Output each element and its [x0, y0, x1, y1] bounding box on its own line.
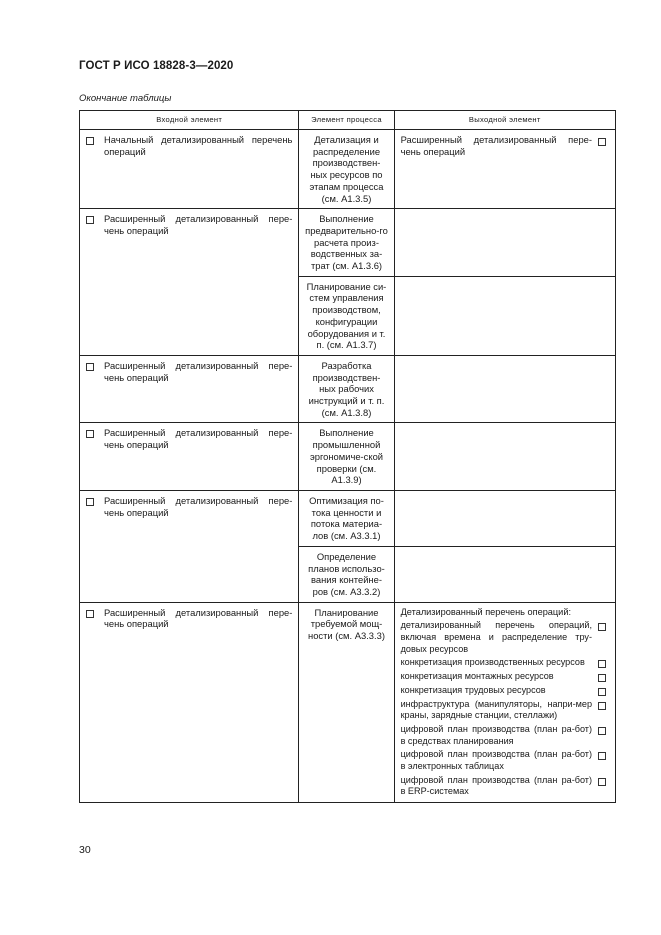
checkbox-icon: [598, 752, 606, 760]
table-row: [80, 423, 616, 491]
process-cell: Оптимизация по-тока ценности и потока материа-лов (см. A3.3.1): [299, 490, 394, 546]
checkbox-icon: [598, 660, 606, 668]
table-row: [80, 602, 616, 803]
input-text: Расширенный детализированный пере-чень операций: [104, 359, 293, 383]
output-text: Расширенный детализированный пере-чень операций: [400, 134, 592, 157]
output-item-text: цифровой план производства (план ра-бот) в электронных таблицах: [400, 749, 592, 772]
output-cell: [394, 355, 615, 423]
output-item-text: конкретизация монтажных ресурсов: [400, 671, 554, 682]
process-table: [79, 110, 616, 803]
process-cell: Планирование си-стем управления производством, конфигурации оборудования и т. п. (см. A1.3.7): [299, 276, 394, 355]
input-cell: [80, 130, 299, 209]
output-cell: [394, 423, 615, 491]
column-header-process: Элемент процесса: [299, 111, 394, 130]
input-text: Расширенный детализированный пере-чень операций: [104, 213, 293, 236]
checkbox-icon: [598, 727, 606, 735]
page-number: 30: [79, 844, 91, 856]
input-text: Расширенный детализированный пере-чень операций: [104, 606, 293, 630]
checkbox-icon: [86, 363, 94, 371]
checkbox-icon: [86, 498, 94, 506]
checkbox-icon: [86, 137, 94, 145]
output-item-text: цифровой план производства (план ра-бот) в средствах планирования: [400, 723, 592, 746]
checkbox-icon: [598, 702, 606, 710]
table-row: [80, 130, 616, 209]
checkbox-icon: [598, 623, 606, 631]
output-item-text: инфраструктура (манипуляторы, напри-мер краны, зарядные станции, стеллажи): [400, 698, 592, 721]
input-text: Начальный детализированный перечень операций: [104, 134, 293, 157]
output-list-item: [401, 685, 610, 697]
output-list-item: [401, 724, 610, 747]
output-cell: [394, 276, 615, 355]
output-list-item: [401, 671, 610, 683]
output-list-item: [401, 620, 610, 655]
checkbox-icon: [86, 430, 94, 438]
process-cell: Детализация и распределение производствен-ных ресурсов по этапам процесса (см. A1.3.5): [299, 130, 394, 209]
table-row: [80, 209, 616, 277]
output-list-item: [401, 699, 610, 722]
checkbox-icon: [598, 674, 606, 682]
output-cell: [394, 490, 615, 546]
output-item-text: конкретизация производственных ресурсов: [400, 657, 585, 668]
output-list-item: [401, 749, 610, 772]
output-cell: [394, 209, 615, 277]
checkbox-icon: [86, 610, 94, 618]
input-cell: [80, 423, 299, 491]
input-cell: [80, 209, 299, 356]
process-cell: Выполнение предварительно-го расчета произ-водственных за-трат (см. A1.3.6): [299, 209, 394, 277]
checkbox-icon: [86, 216, 94, 224]
checkbox-icon: [598, 688, 606, 696]
input-text: Расширенный детализированный пере-чень операций: [104, 427, 293, 451]
output-cell: [394, 602, 615, 803]
table-row: [80, 490, 616, 546]
column-header-output: Выходной элемент: [394, 111, 615, 130]
output-item-text: конкретизация трудовых ресурсов: [400, 684, 546, 695]
checkbox-icon: [598, 778, 606, 786]
column-header-input: Входной элемент: [80, 111, 299, 130]
output-item-text: цифровой план производства (план ра-бот) в ERP-системах: [400, 774, 592, 797]
process-cell: Выполнение промышленной эргономиче-ской проверки (см. A1.3.9): [299, 423, 394, 491]
process-cell: Определение планов использо-вания контейне-ров (см. A3.3.2): [299, 546, 394, 602]
process-cell: Планирование требуемой мощ-ности (см. A3.3.3): [299, 602, 394, 803]
input-cell: [80, 602, 299, 803]
process-cell: Разработка производствен-ных рабочих инструкций и т. п. (см. A1.3.8): [299, 355, 394, 423]
output-cell: [394, 546, 615, 602]
table-caption: Окончание таблицы: [79, 93, 172, 104]
output-cell: [394, 130, 615, 209]
checkbox-icon: [598, 138, 606, 146]
output-item-text: детализированный перечень операций, включая времена и распределение тру-довых ресурсов: [400, 620, 592, 654]
output-heading: Детализированный перечень операций:: [400, 606, 571, 617]
output-list-item: [401, 657, 610, 669]
input-cell: [80, 355, 299, 423]
input-cell: [80, 490, 299, 602]
input-text: Расширенный детализированный пере-чень операций: [104, 494, 293, 518]
document-header: ГОСТ Р ИСО 18828-3—2020: [79, 60, 234, 72]
table-row: [80, 355, 616, 423]
table-header-row: [80, 111, 616, 130]
output-list-item: [401, 775, 610, 798]
